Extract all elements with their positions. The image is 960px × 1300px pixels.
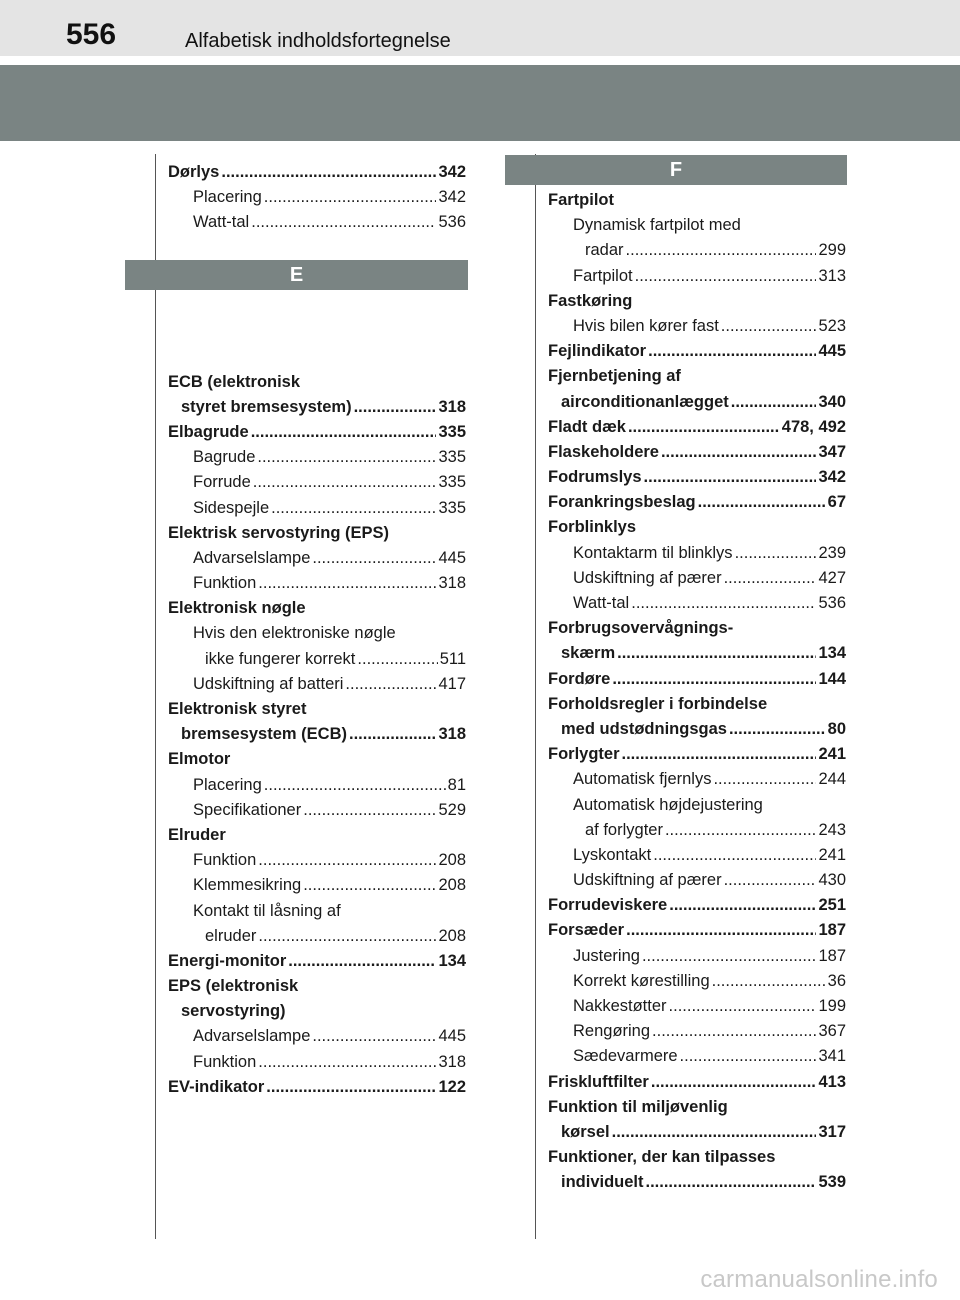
index-entry xyxy=(168,160,466,185)
index-entry xyxy=(548,717,846,742)
entry-page: 317 xyxy=(818,1122,846,1141)
index-entry xyxy=(548,1044,846,1069)
index-entry xyxy=(548,591,846,616)
index-entry xyxy=(548,1095,846,1120)
dot-leader xyxy=(651,1070,817,1095)
index-entry xyxy=(168,848,466,873)
index-entry xyxy=(168,395,466,420)
index-entry xyxy=(548,818,846,843)
index-group-f xyxy=(548,188,846,1196)
entry-text: Korrekt kørestilling xyxy=(573,971,710,990)
entry-page: 529 xyxy=(438,800,466,819)
index-entry xyxy=(548,742,846,767)
entry-text: Forblinklys xyxy=(548,518,637,537)
dot-leader xyxy=(635,264,817,289)
index-entry xyxy=(548,994,846,1019)
entry-page: 413 xyxy=(818,1072,846,1091)
dot-leader xyxy=(729,717,826,742)
dot-leader xyxy=(617,641,816,666)
entry-page: 36 xyxy=(827,971,846,990)
dot-leader xyxy=(669,994,817,1019)
dot-leader xyxy=(628,415,780,440)
index-entry xyxy=(548,465,846,490)
entry-text: Hvis den elektroniske nøgle xyxy=(193,624,396,643)
entry-page: 511 xyxy=(439,649,466,668)
dot-leader xyxy=(724,566,817,591)
index-entry xyxy=(548,339,846,364)
dot-leader xyxy=(354,395,437,420)
index-entry xyxy=(168,899,466,924)
entry-text: Advarselslampe xyxy=(193,1027,311,1046)
index-entry xyxy=(168,798,466,823)
index-entry xyxy=(548,843,846,868)
entry-page: 445 xyxy=(438,1027,466,1046)
index-entry xyxy=(168,185,466,210)
letter-heading-f: F xyxy=(505,155,847,185)
entry-text: Watt-tal xyxy=(573,594,630,612)
index-entry xyxy=(168,445,466,470)
index-entry xyxy=(548,188,846,213)
entry-text: Elektronisk nøgle xyxy=(168,599,306,618)
entry-text: EPS (elektronisk xyxy=(168,977,299,996)
index-entry xyxy=(548,667,846,692)
dot-leader xyxy=(644,465,817,490)
entry-text: Elruder xyxy=(168,825,226,844)
dot-leader xyxy=(312,1024,436,1049)
index-entry xyxy=(168,210,466,235)
entry-page: 134 xyxy=(818,644,846,663)
entry-text: Forlygter xyxy=(548,745,620,764)
entry-text: med udstødningsgas xyxy=(561,719,727,738)
entry-text: elruder xyxy=(205,926,257,945)
entry-page: 342 xyxy=(438,188,466,207)
index-entry xyxy=(548,692,846,717)
dot-leader xyxy=(288,949,436,974)
entry-text: Automatisk fjernlys xyxy=(573,770,712,789)
index-entry xyxy=(548,566,846,591)
section-title: Alfabetisk indholdsfortegnelse xyxy=(185,30,451,52)
entry-text: Fastkøring xyxy=(548,291,633,310)
dot-leader xyxy=(349,722,436,747)
entry-text: Fejlindikator xyxy=(548,342,647,361)
entry-text: Funktion xyxy=(193,851,257,870)
index-entry xyxy=(548,440,846,465)
entry-page: 239 xyxy=(818,543,846,562)
entry-text: Forrude xyxy=(193,473,251,492)
dot-leader xyxy=(258,571,436,596)
entry-text: Kontaktarm til blinklys xyxy=(573,543,733,562)
entry-page: 241 xyxy=(818,745,846,764)
index-entry xyxy=(548,415,846,440)
entry-page: 299 xyxy=(818,241,846,260)
entry-text: Forholdsregler i forbindelse xyxy=(548,694,768,713)
index-entry xyxy=(548,893,846,918)
index-entry xyxy=(548,767,846,792)
entry-page: 134 xyxy=(438,951,466,970)
dot-leader xyxy=(257,445,436,470)
dot-leader xyxy=(661,440,817,465)
dot-leader xyxy=(622,742,817,767)
index-entry xyxy=(168,924,466,949)
dot-leader xyxy=(665,818,817,843)
dot-leader xyxy=(264,185,437,210)
dot-leader xyxy=(648,339,816,364)
index-entry xyxy=(168,621,466,646)
index-entry xyxy=(548,918,846,943)
entry-page: 335 xyxy=(438,473,466,492)
entry-page: 335 xyxy=(438,448,466,467)
entry-text: Forankringsbeslag xyxy=(548,493,696,512)
index-group-e xyxy=(168,370,466,1100)
index-column-right xyxy=(548,188,846,1196)
entry-text: Elektronisk styret xyxy=(168,700,307,718)
dot-leader xyxy=(631,591,816,616)
index-entry xyxy=(168,747,466,772)
entry-text: Kontakt til låsning af xyxy=(193,901,341,920)
entry-text: EV-indikator xyxy=(168,1077,265,1096)
entry-page: 340 xyxy=(818,392,846,411)
entry-page: 536 xyxy=(438,213,466,232)
index-entry xyxy=(168,672,466,697)
entry-page: 243 xyxy=(818,820,846,839)
entry-page: 144 xyxy=(818,669,846,688)
entry-text: ECB (elektronisk xyxy=(168,372,301,391)
entry-text: Fartpilot xyxy=(548,191,614,209)
entry-text: Advarselslampe xyxy=(193,548,311,567)
entry-text: Dynamisk fartpilot med xyxy=(573,216,741,235)
entry-page: 208 xyxy=(438,926,466,945)
index-entry xyxy=(168,470,466,495)
index-entry xyxy=(168,1075,466,1100)
dot-leader xyxy=(303,798,436,823)
entry-page: 367 xyxy=(818,1022,846,1041)
dot-leader xyxy=(646,1170,817,1195)
entry-page: 430 xyxy=(818,871,846,890)
dot-leader xyxy=(642,944,817,969)
index-entry xyxy=(168,974,466,999)
entry-text: Klemmesikring xyxy=(193,876,302,895)
index-entry xyxy=(168,697,466,722)
dot-leader xyxy=(669,893,816,918)
entry-text: Bagrude xyxy=(193,448,256,467)
entry-page: 318 xyxy=(438,574,466,593)
entry-text: ikke fungerer korrekt xyxy=(205,649,356,668)
column-divider-middle xyxy=(535,154,536,1239)
entry-text: Udskiftning af batteri xyxy=(193,674,344,693)
entry-text: servostyring) xyxy=(181,1002,286,1021)
index-entry xyxy=(168,521,466,546)
index-entry xyxy=(168,949,466,974)
entry-text: Udskiftning af pærer xyxy=(573,871,722,890)
entry-text: Placering xyxy=(193,188,262,207)
entry-text: Fordøre xyxy=(548,669,611,688)
index-entry xyxy=(548,1120,846,1145)
entry-text: styret bremsesystem) xyxy=(181,397,352,416)
entry-page: 81 xyxy=(447,775,466,794)
index-entry xyxy=(168,823,466,848)
entry-text: Forrudeviskere xyxy=(548,896,668,915)
dot-leader xyxy=(712,969,826,994)
entry-text: Flaskeholdere xyxy=(548,442,659,461)
index-entry xyxy=(548,969,846,994)
index-entry xyxy=(548,238,846,263)
index-entry xyxy=(168,999,466,1024)
entry-text: Fodrumslys xyxy=(548,468,642,487)
entry-text: Automatisk højdejustering xyxy=(573,795,763,814)
entry-text: Fjernbetjening af xyxy=(548,367,681,386)
index-entry xyxy=(548,641,846,666)
index-entry xyxy=(168,773,466,798)
entry-text: Sædevarmere xyxy=(573,1047,678,1066)
entry-page: 445 xyxy=(438,548,466,567)
index-entry xyxy=(548,1170,846,1195)
entry-page: 417 xyxy=(438,674,466,693)
dot-leader xyxy=(612,1120,817,1145)
entry-page: 318 xyxy=(438,397,466,416)
entry-text: Udskiftning af pærer xyxy=(573,568,722,587)
entry-text: Elmotor xyxy=(168,750,231,769)
entry-text: Hvis bilen kører fast xyxy=(573,316,719,335)
index-entry xyxy=(548,364,846,389)
dot-leader xyxy=(264,773,446,798)
dot-leader xyxy=(724,868,817,893)
entry-text: Fladt dæk xyxy=(548,417,626,436)
entry-page: 342 xyxy=(818,468,846,487)
entry-page: 241 xyxy=(818,845,846,864)
index-entry xyxy=(548,289,846,314)
dot-leader xyxy=(626,238,817,263)
dot-leader xyxy=(735,541,817,566)
entry-page: 539 xyxy=(818,1173,846,1192)
dot-leader xyxy=(221,160,436,185)
index-entry xyxy=(168,873,466,898)
index-entry xyxy=(548,541,846,566)
entry-page: 427 xyxy=(818,568,846,587)
entry-page: 187 xyxy=(818,921,846,940)
entry-text: Funktioner, der kan tilpasses xyxy=(548,1148,776,1167)
entry-text: Placering xyxy=(193,775,262,794)
index-entry xyxy=(168,1024,466,1049)
index-entry xyxy=(168,571,466,596)
entry-text: kørsel xyxy=(561,1122,610,1141)
entry-page: 208 xyxy=(438,876,466,895)
dot-leader xyxy=(345,672,436,697)
entry-text: Nakkestøtter xyxy=(573,997,667,1015)
index-entry xyxy=(548,314,846,339)
entry-page: 318 xyxy=(438,1052,466,1071)
entry-text: Elbagrude xyxy=(168,422,249,441)
header-band xyxy=(0,65,960,141)
entry-page: 199 xyxy=(818,997,846,1015)
dot-leader xyxy=(652,1019,816,1044)
dot-leader xyxy=(713,767,816,792)
entry-text: Funktion til miljøvenlig xyxy=(548,1097,728,1116)
index-entry xyxy=(548,490,846,515)
entry-page: 335 xyxy=(438,422,466,441)
dot-leader xyxy=(258,924,436,949)
entry-text: Elektrisk servostyring (EPS) xyxy=(168,523,390,542)
entry-text: Lyskontakt xyxy=(573,845,652,864)
entry-text: Watt-tal xyxy=(193,213,250,232)
index-entry xyxy=(168,370,466,395)
entry-text: bremsesystem (ECB) xyxy=(181,725,347,744)
entry-text: skærm xyxy=(561,644,616,663)
entry-page: 67 xyxy=(827,493,846,512)
index-entry xyxy=(548,868,846,893)
entry-text: af forlygter xyxy=(585,820,663,839)
entry-page: 122 xyxy=(438,1077,466,1096)
dot-leader xyxy=(258,1050,436,1075)
dot-leader xyxy=(698,490,826,515)
index-entry xyxy=(548,515,846,540)
entry-page: 523 xyxy=(818,316,846,335)
index-entry xyxy=(168,546,466,571)
entry-text: Funktion xyxy=(193,1052,257,1071)
index-entry xyxy=(548,793,846,818)
entry-page: 313 xyxy=(818,266,846,285)
header-strip xyxy=(0,0,960,56)
index-entry xyxy=(548,213,846,238)
dot-leader xyxy=(253,470,437,495)
index-group-d xyxy=(168,160,466,236)
dot-leader xyxy=(721,314,817,339)
entry-page: 187 xyxy=(818,946,846,965)
dot-leader xyxy=(357,647,437,672)
index-entry xyxy=(548,616,846,641)
dot-leader xyxy=(312,546,436,571)
dot-leader xyxy=(266,1075,436,1100)
entry-page: 80 xyxy=(827,719,846,738)
entry-text: radar xyxy=(585,241,624,260)
index-entry xyxy=(548,1019,846,1044)
entry-text: Justering xyxy=(573,946,640,965)
entry-text: Forbrugsovervågnings- xyxy=(548,619,734,638)
letter-heading-e: E xyxy=(125,260,468,290)
entry-text: Fartpilot xyxy=(573,266,633,285)
index-entry xyxy=(168,596,466,621)
dot-leader xyxy=(251,420,437,445)
entry-page: 318 xyxy=(438,725,466,744)
entry-text: Funktion xyxy=(193,574,257,593)
dot-leader xyxy=(731,390,817,415)
index-entry xyxy=(548,1070,846,1095)
dot-leader xyxy=(251,210,436,235)
entry-text: Forsæder xyxy=(548,921,625,940)
entry-page: 347 xyxy=(818,442,846,461)
index-entry xyxy=(168,420,466,445)
index-entry xyxy=(168,1050,466,1075)
entry-text: individuelt xyxy=(561,1173,644,1192)
entry-text: Energi-monitor xyxy=(168,951,287,970)
index-entry xyxy=(548,264,846,289)
entry-page: 478, 492 xyxy=(781,417,846,436)
entry-text: airconditionanlægget xyxy=(561,392,729,411)
entry-text: Dørlys xyxy=(168,163,220,181)
entry-page: 445 xyxy=(818,342,846,361)
entry-text: Specifikationer xyxy=(193,800,302,819)
dot-leader xyxy=(258,848,436,873)
entry-text: Sidespejle xyxy=(193,498,270,517)
entry-text: Friskluftfilter xyxy=(548,1072,649,1091)
dot-leader xyxy=(680,1044,817,1069)
index-entry xyxy=(548,944,846,969)
index-column-left xyxy=(168,160,466,1100)
entry-text: Rengøring xyxy=(573,1022,651,1041)
index-entry xyxy=(168,647,466,672)
dot-leader xyxy=(303,873,436,898)
column-divider-left xyxy=(155,154,156,1239)
index-entry xyxy=(168,496,466,521)
entry-page: 208 xyxy=(438,851,466,870)
index-entry xyxy=(168,722,466,747)
dot-leader xyxy=(612,667,816,692)
page-number: 556 xyxy=(66,18,117,51)
entry-page: 244 xyxy=(818,770,846,789)
entry-page: 536 xyxy=(818,594,846,612)
entry-page: 251 xyxy=(818,896,846,915)
index-entry xyxy=(548,390,846,415)
dot-leader xyxy=(626,918,816,943)
dot-leader xyxy=(271,496,436,521)
entry-page: 342 xyxy=(438,163,466,181)
watermark: carmanualsonline.info xyxy=(700,1266,938,1293)
entry-page: 335 xyxy=(438,498,466,517)
entry-page: 341 xyxy=(818,1047,846,1066)
index-entry xyxy=(548,1145,846,1170)
dot-leader xyxy=(653,843,816,868)
